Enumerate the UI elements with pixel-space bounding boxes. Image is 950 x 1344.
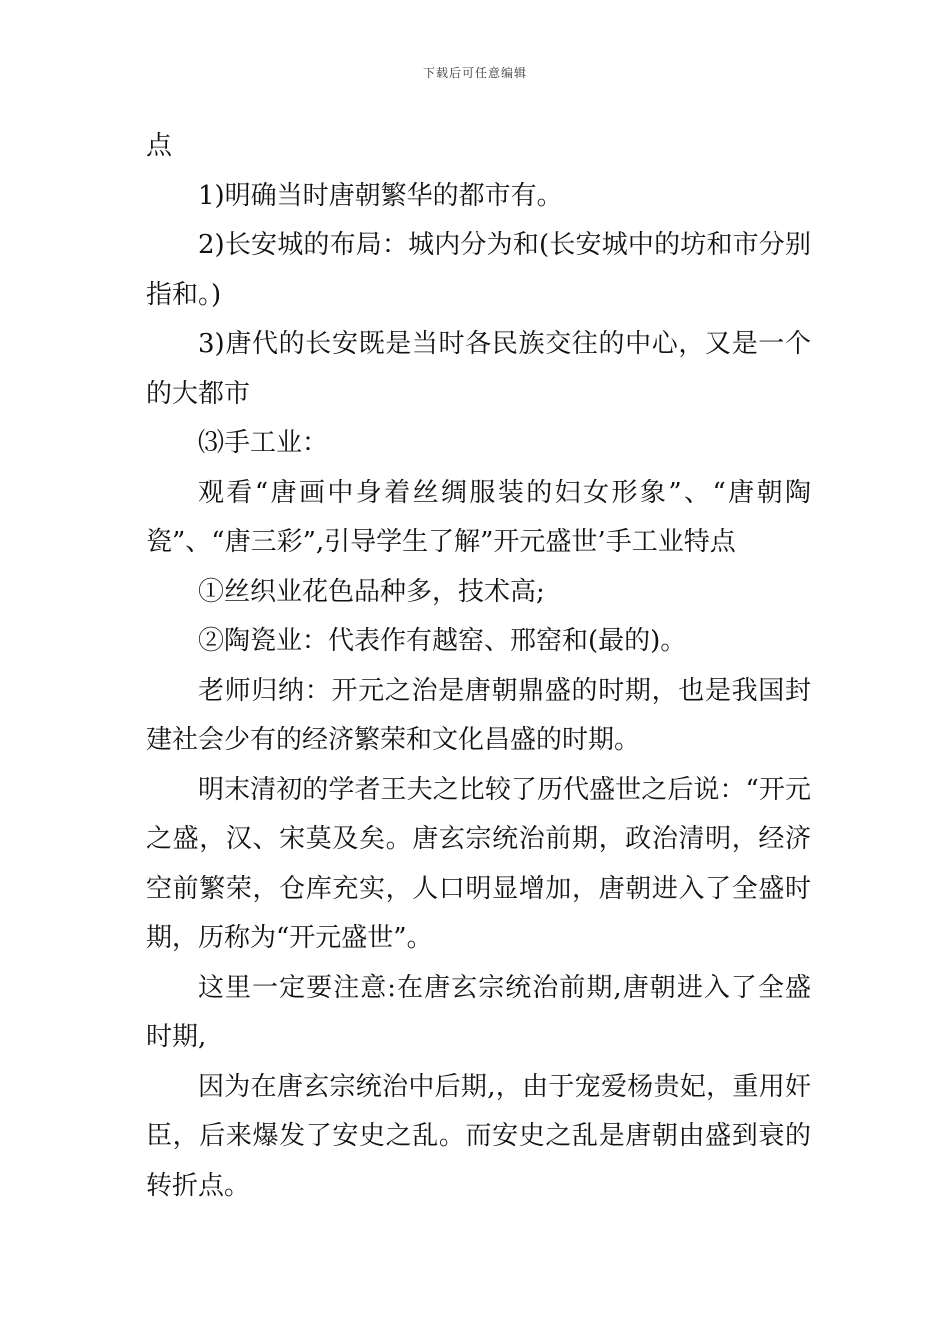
paragraph-item-2: 2)长安城的布局：城内分为和(长安城中的坊和市分别指和。) bbox=[146, 230, 811, 310]
paragraph-handicraft-heading: ⑶手工业： bbox=[198, 428, 329, 458]
paragraph-ceramics-industry: ②陶瓷业：代表作有越窑、邢窑和(最的)。 bbox=[198, 626, 687, 656]
paragraph-wang-fuzhi-quote: 明末清初的学者王夫之比较了历代盛世之后说：“开元之盛，汉、宋莫及矣。唐玄宗统治前期，政治清明，经济空前繁荣，仓库充实，人口明显增加，唐朝进入了全盛时期，历称为“开元盛世”。 bbox=[146, 774, 811, 953]
document-body bbox=[146, 122, 811, 1211]
paragraph-observation: 观看“唐画中身着丝绸服装的妇女形象”、“唐朝陶瓷”、“唐三彩”,引导学生了解”开元盛世’手工业特点 bbox=[146, 477, 811, 557]
paragraph-continuation: 点 bbox=[146, 131, 173, 161]
paragraph-item-1: 1)明确当时唐朝繁华的都市有。 bbox=[198, 180, 563, 211]
paragraph-an-shi-rebellion: 因为在唐玄宗统治中后期,，由于宠爱杨贵妃，重用奸臣，后来爆发了安史之乱。而安史之乱是唐朝由盛到衰的转折点。 bbox=[146, 1071, 811, 1201]
paragraph-teacher-summary: 老师归纳：开元之治是唐朝鼎盛的时期，也是我国封建社会少有的经济繁荣和文化昌盛的时期。 bbox=[146, 675, 811, 755]
paragraph-silk-industry: ①丝织业花色品种多，技术高; bbox=[198, 576, 545, 607]
paragraph-attention-note: 这里一定要注意:在唐玄宗统治前期,唐朝进入了全盛时期, bbox=[146, 972, 811, 1052]
page-header: 下载后可任意编辑 bbox=[422, 66, 527, 80]
paragraph-item-3: 3)唐代的长安既是当时各民族交往的中心，又是一个的大都市 bbox=[146, 329, 811, 409]
